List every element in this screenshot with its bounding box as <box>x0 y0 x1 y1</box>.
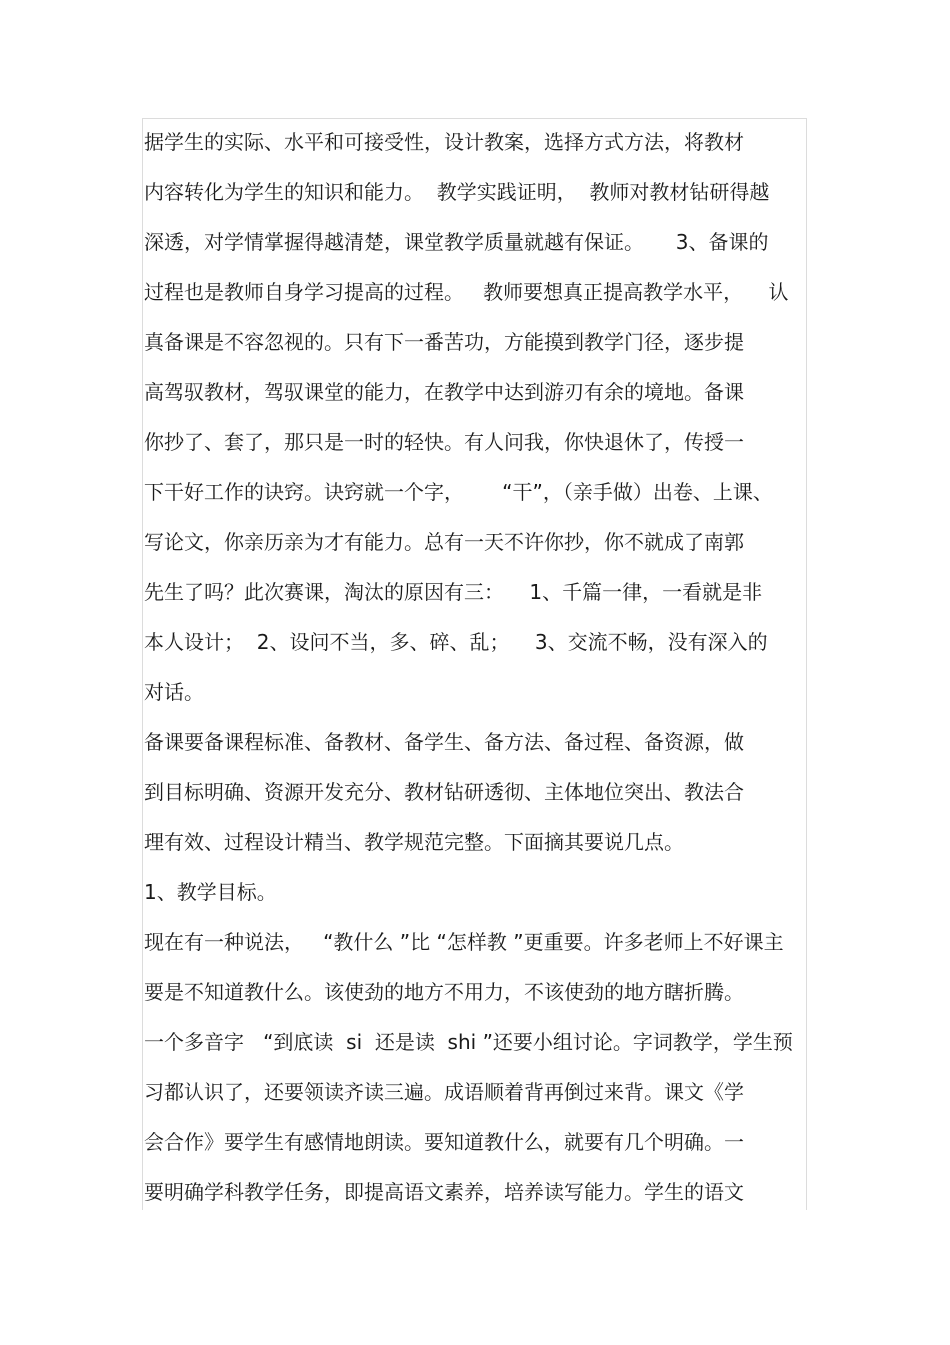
text-line: 备课要备课程标准、备教材、备学生、备方法、备过程、备资源，做 <box>144 730 744 754</box>
text-line: 内容转化为学生的知识和能力。 教学实践证明， 教师对教材钻研得越 <box>144 180 770 204</box>
text-line: 现在有一种说法， “教什么 ”比 “怎样教 ”更重要。许多老师上不好课主 <box>144 930 784 954</box>
text-line: 写论文，你亲历亲为才有能力。总有一天不许你抄，你不就成了南郭 <box>144 530 744 554</box>
text-line: 你抄了、套了，那只是一时的轻快。有人问我，你快退休了，传授一 <box>144 430 744 454</box>
section-heading: 1、教学目标。 <box>144 880 277 904</box>
text-line: 要是不知道教什么。该使劲的地方不用力，不该使劲的地方瞎折腾。 <box>144 980 744 1004</box>
text-line: 下干好工作的诀窍。诀窍就一个字， “干”，（亲手做）出卷、上课、 <box>144 480 773 504</box>
text-line: 据学生的实际、水平和可接受性，设计教案，选择方式方法，将教材 <box>144 130 744 154</box>
text-line: 高驾驭教材，驾驭课堂的能力，在教学中达到游刃有余的境地。备课 <box>144 380 744 404</box>
text-line: 理有效、过程设计精当、教学规范完整。下面摘其要说几点。 <box>144 830 684 854</box>
text-line: 习都认识了，还要领读齐读三遍。成语顺着背再倒过来背。课文《学 <box>144 1080 744 1104</box>
text-line: 本人设计； 2、设问不当，多、碎、乱； 3、交流不畅，没有深入的 <box>144 630 768 654</box>
text-line: 真备课是不容忽视的。只有下一番苦功，方能摸到教学门径，逐步提 <box>144 330 744 354</box>
text-line: 到目标明确、资源开发充分、教材钻研透彻、主体地位突出、教法合 <box>144 780 744 804</box>
text-line: 过程也是教师自身学习提高的过程。 教师要想真正提高教学水平， 认 <box>144 280 789 304</box>
text-line: 先生了吗？此次赛课，淘汰的原因有三： 1、千篇一律，一看就是非 <box>144 580 763 604</box>
text-line: 一个多音字 “到底读 si 还是读 shi ”还要小组讨论。字词教学，学生预 <box>144 1030 793 1054</box>
text-line: 对话。 <box>144 680 204 704</box>
text-line: 会合作》要学生有感情地朗读。要知道教什么，就要有几个明确。一 <box>144 1130 744 1154</box>
text-line: 要明确学科教学任务，即提高语文素养，培养读写能力。学生的语文 <box>144 1180 744 1204</box>
document-body <box>144 120 809 1220</box>
text-line: 深透，对学情掌握得越清楚，课堂教学质量就越有保证。 3、备课的 <box>144 230 769 254</box>
